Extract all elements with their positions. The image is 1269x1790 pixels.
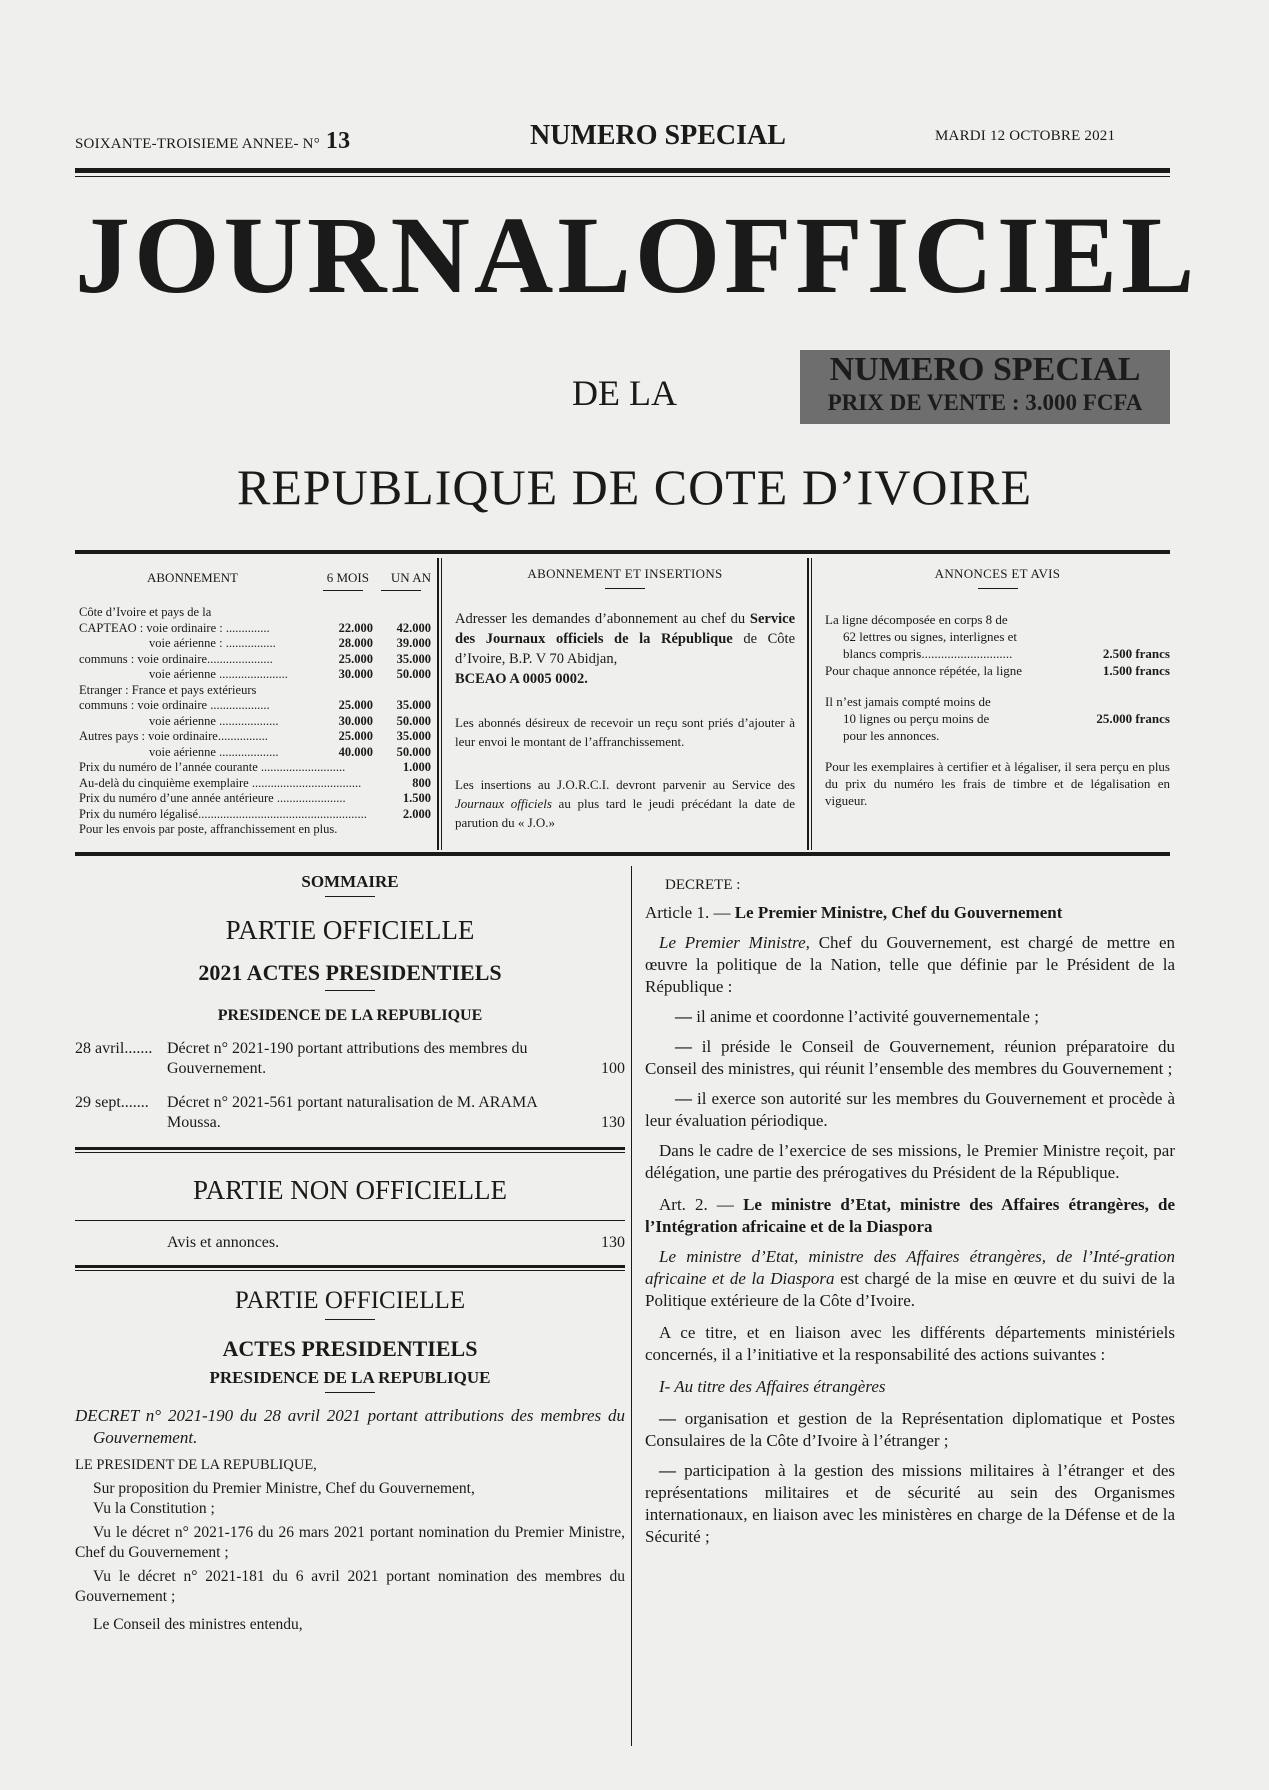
article1-title: Le Premier Ministre, Chef du Gouvernement (734, 903, 1063, 922)
article2-title: Le ministre d’Etat, ministre des Affaires étrangères, de l’Intégration africaine et de la Diaspora (645, 1195, 1175, 1236)
sommaire-end-rule-thin (75, 1270, 625, 1271)
decrete-label: DECRETE : (665, 877, 741, 893)
annonces-l3: blancs compris............................ (843, 646, 1013, 661)
toc-rule (75, 1147, 625, 1150)
row-1an: 35.000 (396, 651, 431, 666)
partie-non-officielle-heading: PARTIE NON OFFICIELLE (193, 1175, 507, 1205)
masthead-word-journal: JOURNAL (75, 194, 635, 316)
subscription-footer: Pour les envois par poste, affranchissement en plus. (79, 822, 338, 836)
price-label: Prix du numéro légalisé...................................................... (79, 806, 367, 821)
row-1an: 35.000 (396, 729, 431, 743)
decret-p5: Le Conseil des ministres entendu, (93, 1616, 303, 1633)
issue-number-value: 13 (325, 128, 351, 154)
badge-price: PRIX DE VENTE : 3.000 FCFA (827, 390, 1143, 415)
column-divider (631, 866, 632, 1746)
toc-entry (75, 1039, 625, 1079)
article1-bullet3: il exerce son autorité sur les membres du Gouvernement et procède à leur évaluation périodique. (645, 1089, 1176, 1130)
boxes-bottom-rule (75, 852, 1170, 856)
article1-bullet1: il anime et coordonne l’activité gouvernementale ; (696, 1007, 1039, 1026)
price-badge (800, 350, 1170, 424)
price-value: 2.000 (402, 806, 431, 821)
row-6mois: 40.000 (338, 744, 373, 759)
article2-titre: A ce titre, et en liaison avec les différents départements ministériels concernés, il a l’initiative et la responsabilité des actions suivantes : (645, 1323, 1175, 1364)
presidence-heading: PRESIDENCE DE LA REPUBLIQUE (217, 1007, 483, 1024)
row-label: voie aérienne ................... (149, 744, 279, 759)
price-label: Au-delà du cinquième exemplaire ................................... (79, 775, 362, 790)
boxes-top-rule (75, 550, 1170, 554)
row-label: Autres pays : voie ordinaire................ (79, 729, 268, 743)
decret-title: DECRET n° 2021-190 du 28 avril 2021 portant attributions des membres du Gouvernement. (75, 1406, 625, 1447)
subscription-etranger-row (79, 698, 431, 714)
subscription-ci-row (79, 652, 431, 668)
col-6-mois: 6 MOIS (326, 570, 369, 585)
sommaire-title: SOMMAIRE (301, 872, 399, 891)
right-column: DECRETE : Article 1. — Le Premier Ministre, Chef du Gouvernement Le Premier Ministre, Chef du Gouvernement, est chargé de mettre en œuvre la politique de la Nation, telle que définie par le Président de la République : — il anime et coordonne l’activité gouvernementale ; — il préside le Conseil de Gouvernement, réunion préparatoire du Conseil des ministres, qui réunit l’ensemble des membres du Gouvernement ; — il exerce son autorité sur les membres du Gouvernement et procède à leur évaluation périodique. Dans le cadre de l’exercice de ses missions, le Premier Ministre reçoit, par délégation, une partie des prérogatives du Président de la République. Art. 2. — Le ministre d’Etat, ministre des Affaires étrangères, de l’Intégration africaine et de la Diaspora Le ministre d’Etat, ministre des Affaires étrangères, de l’Inté-gration africaine et de la Diaspora est chargé de la mise en œuvre et du suivi de la Politique extérieure de la Côte d’Ivoire. A ce titre, et en liaison avec les différents départements ministériels concernés, il a l’initiative et la responsabilité des actions suivantes : I- Au titre des Affaires étrangères — organisation et gestion de la Représentation diplomatique et Postes Consulaires de la Côte d’Ivoire à l’étranger ; — participation à la gestion des missions militaires à l’étranger et des représentations militaires et de sécurité au sein des Organismes internationaux, en liaison avec les ministères en charge de la Défense et de la Sécurité ; (645, 874, 1175, 1548)
article2-p: est chargé de la mise en œuvre et du suivi de la Politique extérieure de la Côte d’Ivoire. (645, 1269, 1175, 1310)
article1-bullet2: il préside le Conseil de Gouvernement, réunion préparatoire du Conseil des ministres, qui réunit l’ensemble des membres du Gouvernement ; (645, 1037, 1175, 1078)
left-column (75, 872, 625, 1635)
annonces-l2: 62 lettres ou signes, interlignes et (843, 629, 1018, 644)
badge-title: NUMERO SPECIAL (829, 351, 1141, 388)
masthead-title (75, 194, 1199, 316)
row-1an: 50.000 (396, 667, 431, 681)
subscription-group-ci: Côte d’Ivoire et pays de la (79, 605, 212, 619)
decret-p3: Vu le décret n° 2021-176 du 26 mars 2021 portant nomination du Premier Ministre, Chef du Gouvernement ; (75, 1524, 625, 1561)
masthead-republic: REPUBLIQUE DE COTE D’IVOIRE (237, 459, 1032, 515)
issue-number (75, 128, 350, 155)
col-un-an: UN AN (390, 570, 431, 585)
insertions-p1-b: de Côte d’Ivoire, B.P. V 70 Abidjan, (455, 631, 796, 667)
subscription-group-etranger: Etranger : France et pays extérieurs (79, 682, 257, 697)
price-row (79, 807, 431, 823)
article2-label: Art. 2. — (659, 1195, 734, 1214)
article2-bullet1: organisation et gestion de la Représentation diplomatique et Postes Consulaires de la Côte d’Ivoire à l’étranger ; (645, 1409, 1175, 1450)
row-label: voie aérienne ................... (149, 713, 279, 728)
row-6mois: 28.000 (338, 636, 373, 650)
row-label: communs : voie ordinaire ................... (79, 698, 270, 712)
row-1an: 50.000 (396, 744, 431, 759)
article1-label: Article 1. — (645, 903, 731, 922)
issue-date: MARDI 12 OCTOBRE 2021 (935, 128, 1116, 144)
subscription-ci-row (79, 636, 431, 652)
subscription-ci-row (79, 621, 431, 637)
toc-rule-thin (75, 1152, 625, 1153)
actes-presidentiels-section: ACTES PRESIDENTIELS (222, 1336, 478, 1361)
masthead-de-la: DE LA (572, 373, 677, 413)
row-label: communs : voie ordinaire..................... (79, 651, 273, 666)
article1-cadre: Dans le cadre de l’exercice de ses missions, le Premier Ministre reçoit, par délégation, une partie des prérogatives du Président de la République. (645, 1141, 1175, 1182)
row-6mois: 30.000 (338, 667, 373, 681)
insertions-title: ABONNEMENT ET INSERTIONS (527, 566, 723, 581)
decret-president: LE PRESIDENT DE LA REPUBLIQUE, (75, 1457, 317, 1473)
info-boxes (75, 558, 1170, 850)
price-value: 1.500 (402, 791, 431, 805)
toc-page: 130 (601, 1114, 625, 1131)
row-6mois: 25.000 (338, 651, 373, 666)
annonces-l7: pour les annonces. (843, 728, 940, 743)
insertions-bceao: BCEAO A 0005 0002. (455, 671, 588, 687)
toc-entry (75, 1093, 625, 1133)
header-rule-thin (75, 176, 1170, 177)
subscription-ci-row (79, 667, 431, 683)
annonces-price-line: 2.500 francs (1102, 646, 1170, 661)
annonces-title: ANNONCES ET AVIS (934, 566, 1061, 581)
sommaire-end-rule (75, 1265, 625, 1268)
row-1an: 50.000 (396, 713, 431, 728)
row-1an: 39.000 (396, 636, 431, 650)
article2-subheading: I- Au titre des Affaires étrangères (659, 1377, 886, 1396)
price-row (79, 776, 431, 792)
row-6mois: 30.000 (338, 713, 373, 728)
decret-p4: Vu le décret n° 2021-181 du 6 avril 2021 portant nomination des membres du Gouvernement ; (75, 1568, 625, 1605)
actes-presidentiels-heading: 2021 ACTES PRESIDENTIELS (198, 960, 502, 985)
row-6mois: 25.000 (338, 698, 373, 712)
decret-p1: Sur proposition du Premier Ministre, Chef du Gouvernement, (93, 1480, 475, 1497)
row-label: voie aérienne ...................... (149, 667, 288, 681)
price-value: 800 (412, 775, 431, 790)
row-1an: 42.000 (396, 620, 431, 635)
box-divider-2 (807, 558, 809, 850)
row-1an: 35.000 (396, 698, 431, 712)
price-value: 1.000 (402, 760, 431, 774)
insertions-p3-a: Les insertions au J.O.R.C.I. devront parvenir au Service des (455, 777, 795, 792)
issue-prefix: SOIXANTE-TROISIEME ANNEE- N° (75, 136, 320, 152)
price-label: Prix du numéro de l’année courante ........................... (79, 760, 346, 774)
annonces-price-repeat: 1.500 francs (1102, 663, 1170, 678)
article2-p-italic: Le ministre d’Etat, ministre des Affaires étrangères, de l’Inté-gration africaine et de la Diaspora (645, 1247, 1175, 1288)
subscription-box (75, 558, 435, 850)
partie-officielle-section: PARTIE OFFICIELLE (234, 1287, 466, 1314)
row-6mois: 25.000 (338, 729, 373, 743)
toc-page: 100 (601, 1060, 625, 1077)
article2-bullet2: participation à la gestion des missions militaires à l’étranger et des représentations militaires et de sécurité au sein des Organismes internationaux, en liaison avec les ministères en charge de la Défense et de la Sécurité ; (645, 1461, 1176, 1546)
decret-p2: Vu la Constitution ; (93, 1500, 215, 1517)
row-label: voie aérienne : ................ (149, 636, 276, 650)
toc-avis-page: 130 (601, 1234, 625, 1251)
box-divider-1 (437, 558, 439, 850)
insertions-service: Service des Journaux officiels de la République (455, 611, 796, 647)
toc-text: Décret n° 2021-190 portant attributions des membres du Gouvernement. (167, 1040, 528, 1077)
subscription-title: ABONNEMENT (147, 570, 238, 585)
subscription-etranger-row (79, 729, 431, 745)
toc-date: 28 avril....... (75, 1040, 153, 1057)
presidence-section: PRESIDENCE DE LA REPUBLIQUE (209, 1368, 491, 1387)
avis-rule (75, 1220, 625, 1221)
toc-avis: Avis et annonces. (167, 1234, 280, 1251)
article1-p1: Chef du Gouvernement, est chargé de mettre en œuvre la politique de la Nation, telle que définie par le Président de la République : (645, 933, 1176, 996)
price-label: Prix du numéro d’une année antérieure ...................... (79, 791, 346, 805)
special-issue-label: NUMERO SPECIAL (530, 120, 786, 151)
subscription-etranger-row (79, 745, 431, 761)
annonces-l5: Il n’est jamais compté moins de (825, 694, 991, 709)
insertions-p2: Les abonnés désireux de recevoir un reçu sont priés d’ajouter à leur envoi le montant de l’affranchissement. (455, 715, 795, 749)
header-rule (75, 168, 1170, 173)
insertions-p1-a: Adresser les demandes d’abonnement au chef du (455, 611, 746, 627)
masthead-word-officiel: OFFICIEL (634, 194, 1199, 316)
insertions-box (455, 558, 795, 850)
annonces-l1: La ligne décomposée en corps 8 de (825, 612, 1008, 627)
annonces-price-min: 25.000 francs (1096, 711, 1170, 726)
subscription-etranger-row (79, 714, 431, 730)
annonces-box (825, 558, 1170, 850)
row-6mois: 22.000 (338, 620, 373, 635)
row-label: CAPTEAO : voie ordinaire : .............. (79, 620, 270, 635)
annonces-l8: Pour les exemplaires à certifier et à légaliser, il sera perçu en plus du prix du numéro les frais de timbre et de légalisation en vigueur. (825, 759, 1170, 808)
toc-date: 29 sept....... (75, 1094, 149, 1111)
box-divider-1b (441, 558, 442, 850)
insertions-p3-italic: Journaux officiels (455, 796, 552, 811)
partie-officielle-heading: PARTIE OFFICIELLE (225, 915, 475, 945)
article1-p1-italic: Le Premier Ministre, (659, 933, 810, 952)
annonces-l6: 10 lignes ou perçu moins de (843, 711, 990, 726)
insertions-p3-b: au plus tard le jeudi précédant la date de parution du « J.O.» (455, 796, 795, 830)
price-row (79, 760, 431, 776)
box-divider-2b (811, 558, 812, 850)
annonces-l4: Pour chaque annonce répétée, la ligne (825, 663, 1023, 678)
toc-text: Décret n° 2021-561 portant naturalisation de M. ARAMA Moussa. (167, 1094, 537, 1131)
price-row (79, 791, 431, 807)
